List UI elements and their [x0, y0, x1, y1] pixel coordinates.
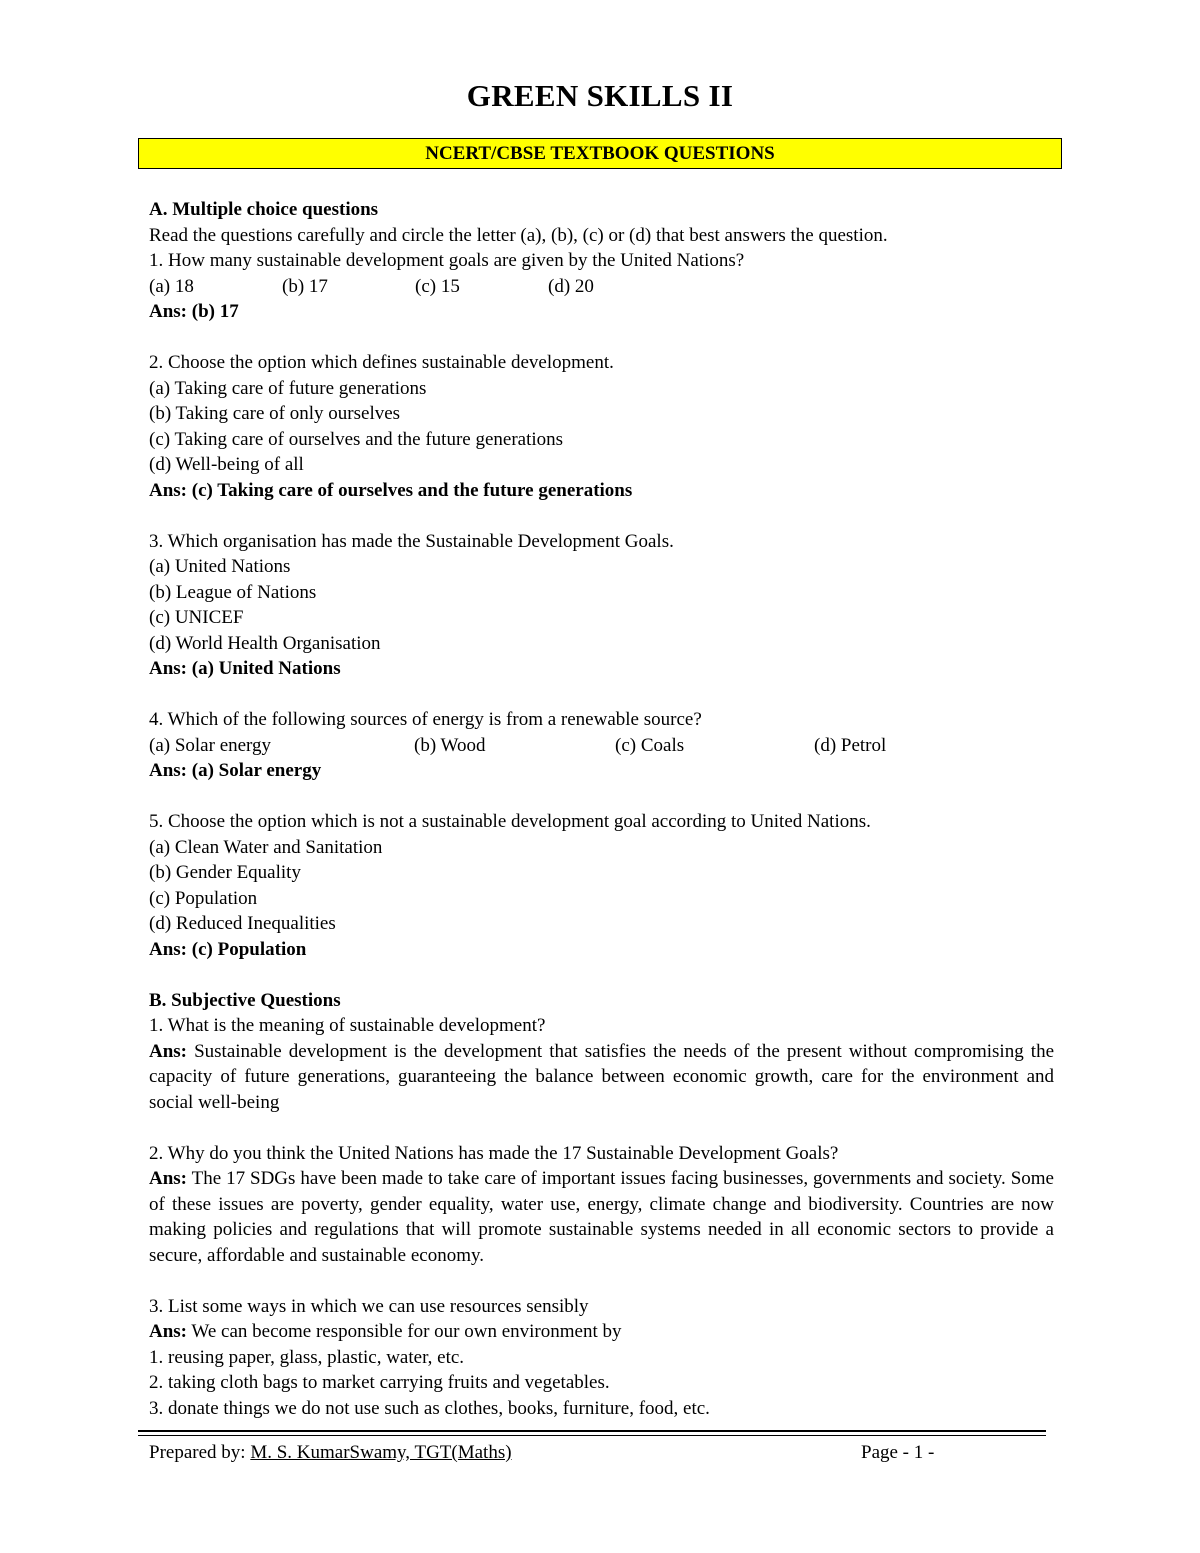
subjective-answer-1 [149, 1039, 1054, 1116]
answer-text: The 17 SDGs have been made to take care of important issues facing businesses, governments and society. Some of these issues are poverty, gender equality, water use, energy, climate change and biodiversity. Countries are now making policies and regulations that will promote sustainable systems needed in all economic sectors to provide a secure, affordable and sustainable economy. [149, 1168, 1054, 1266]
option-c: (c) Taking care of ourselves and the future generations [149, 428, 564, 450]
option-a: (a) Clean Water and Sanitation [149, 836, 383, 858]
page-footer [149, 1440, 1054, 1465]
option-b: (b) Taking care of only ourselves [149, 403, 401, 424]
option-b: (b) 17 [282, 275, 328, 297]
mcq-question-3: 3. Which organisation has made the Sustainable Development Goals. [149, 530, 674, 552]
document-body [149, 197, 1054, 1421]
answer-text: We can become responsible for our own environment by [187, 1321, 622, 1342]
subjective-answer-3 [149, 1319, 1054, 1345]
option-d: (d) 20 [548, 275, 594, 297]
footer-divider-thin [138, 1435, 1046, 1436]
author-name: M. S. KumarSwamy, TGT(Maths) [250, 1442, 512, 1463]
subjective-question-2: 2. Why do you think the United Nations has made the 17 Sustainable Development Goals? [149, 1142, 839, 1164]
section-a-heading: A. Multiple choice questions [149, 199, 379, 220]
option-c: (c) 15 [415, 275, 460, 297]
mcq-answer-3: Ans: (a) United Nations [149, 658, 341, 679]
subjective-answer-2 [149, 1166, 1054, 1268]
option-b: (b) Gender Equality [149, 862, 301, 883]
option-d: (d) Well-being of all [149, 454, 304, 475]
instruction-text: Read the questions carefully and circle the letter (a), (b), (c) or (d) that best answers the question. [149, 224, 888, 246]
answer-label: Ans: [149, 1040, 188, 1062]
prepared-by-label: Prepared by: [149, 1442, 251, 1463]
answer-text: Sustainable development is the development that satisfies the needs of the present without compromising the capacity of future generations, guaranteeing the balance between economic growth, care for the environment and social well-being [149, 1040, 1054, 1113]
mcq-answer-5: Ans: (c) Population [149, 938, 307, 960]
option-c: (c) UNICEF [149, 607, 244, 628]
subjective-question-1: 1. What is the meaning of sustainable development? [149, 1015, 546, 1036]
mcq-question-5: 5. Choose the option which is not a sustainable development goal according to United Nations. [149, 811, 871, 832]
option-b: (b) Wood [414, 734, 486, 756]
answer-label: Ans: [149, 1321, 188, 1342]
mcq-question-2: 2. Choose the option which defines sustainable development. [149, 352, 614, 373]
list-item: 2. taking cloth bags to market carrying fruits and vegetables. [149, 1372, 610, 1393]
mcq-options-4 [149, 733, 1054, 759]
footer-divider-thick [138, 1430, 1046, 1432]
list-item: 3. donate things we do not use such as clothes, books, furniture, food, etc. [149, 1397, 710, 1419]
option-b: (b) League of Nations [149, 581, 317, 603]
option-d: (d) Petrol [814, 734, 887, 756]
mcq-answer-2: Ans: (c) Taking care of ourselves and the future generations [149, 479, 633, 501]
mcq-answer-4: Ans: (a) Solar energy [149, 760, 322, 781]
section-b-heading: B. Subjective Questions [149, 989, 341, 1011]
page-title: GREEN SKILLS II [466, 78, 734, 113]
option-a: (a) United Nations [149, 556, 291, 577]
mcq-options-1 [149, 274, 1054, 300]
option-c: (c) Population [149, 887, 258, 909]
subjective-question-3: 3. List some ways in which we can use resources sensibly [149, 1295, 589, 1317]
option-a: (a) Solar energy [149, 734, 272, 756]
option-d: (d) Reduced Inequalities [149, 913, 336, 934]
mcq-question-4: 4. Which of the following sources of energy is from a renewable source? [149, 709, 702, 730]
option-a: (a) Taking care of future generations [149, 377, 427, 399]
option-a: (a) 18 [149, 275, 194, 297]
page-number: Page - 1 - [861, 1442, 935, 1463]
section-banner: NCERT/CBSE TEXTBOOK QUESTIONS [138, 138, 1062, 169]
mcq-question-1: 1. How many sustainable development goals are given by the United Nations? [149, 250, 745, 271]
option-d: (d) World Health Organisation [149, 632, 381, 654]
list-item: 1. reusing paper, glass, plastic, water, etc. [149, 1346, 465, 1368]
option-c: (c) Coals [615, 734, 685, 756]
answer-label: Ans: [149, 1168, 188, 1189]
mcq-answer-1: Ans: (b) 17 [149, 301, 239, 322]
